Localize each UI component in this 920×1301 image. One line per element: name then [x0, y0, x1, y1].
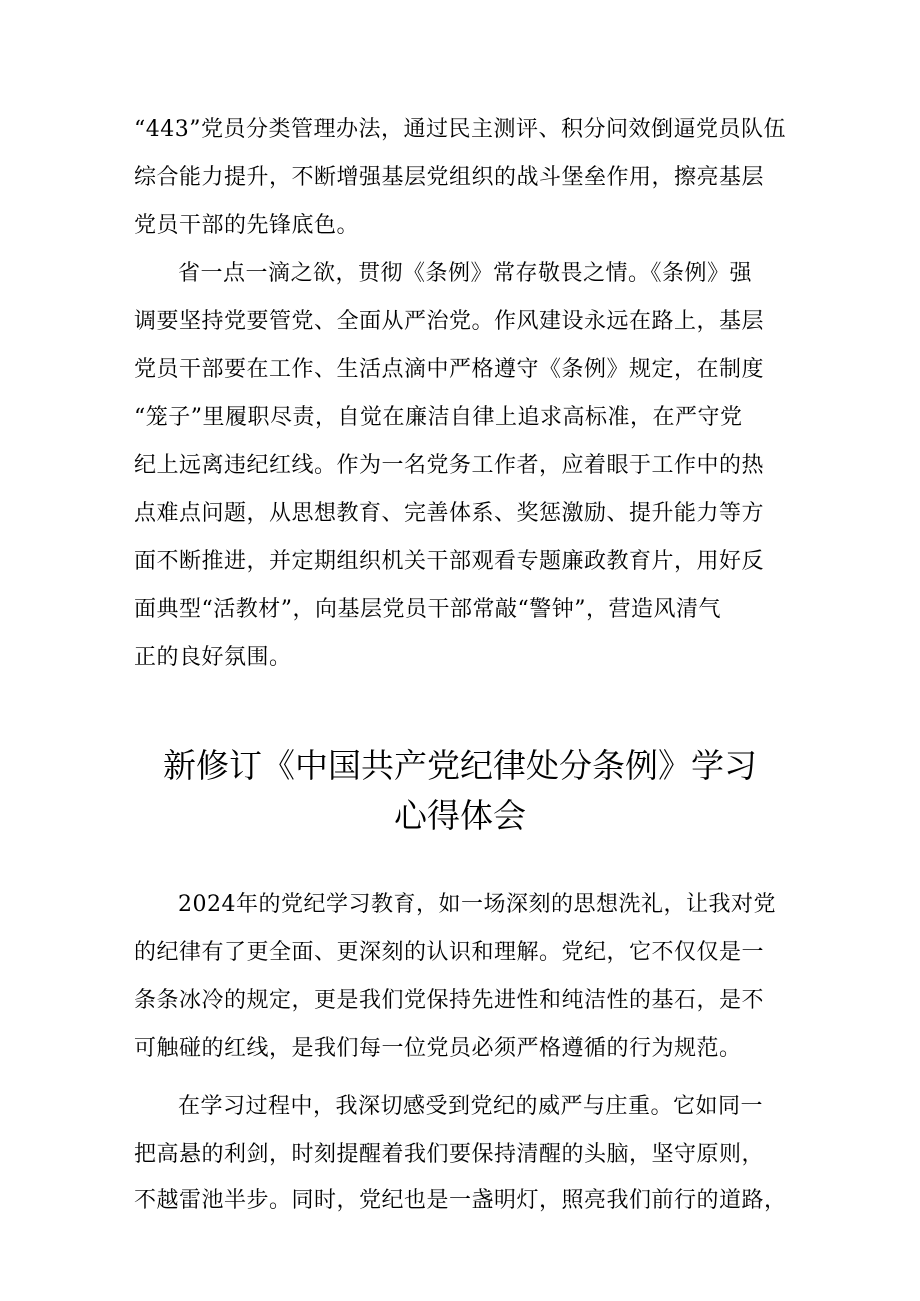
- page-title: 新修订《中国共产党纪律处分条例》学习: [163, 746, 757, 785]
- paragraph-line: 在学习过程中，我深切感受到党纪的威严与庄重。它如同一: [178, 1094, 764, 1119]
- paragraph-line: “443”党员分类管理办法，通过民主测评、积分问效倒逼党员队伍: [134, 117, 786, 142]
- paragraph-line: 党员干部要在工作、生活点滴中严格遵守《条例》规定，在制度: [134, 357, 765, 382]
- paragraph-line: 纪上远离违纪红线。作为一名党务工作者，应着眼于工作中的热: [134, 453, 765, 478]
- paragraph-line: 2024年的党纪学习教育，如一场深刻的思想洗礼，让我对党: [178, 892, 776, 917]
- paragraph-line: 面典型“活教材”，向基层党员干部常敲“警钟”，营造风清气: [134, 597, 721, 622]
- paragraph-line: 党员干部的先锋底色。: [134, 213, 360, 238]
- page-title-line2: 心得体会: [394, 796, 526, 835]
- paragraph-line: 面不断推进，并定期组织机关干部观看专题廉政教育片，用好反: [134, 549, 765, 574]
- paragraph-line: 条条冰冷的规定，更是我们党保持先进性和纯洁性的基石，是不: [134, 988, 765, 1013]
- paragraph-line: 综合能力提升，不断增强基层党组织的战斗堡垒作用，擦亮基层: [134, 165, 765, 190]
- paragraph-line: “笼子”里履职尽责，自觉在廉洁自律上追求高标准，在严守党: [134, 405, 743, 430]
- paragraph-line: 的纪律有了更全面、更深刻的认识和理解。党纪，它不仅仅是一: [134, 940, 765, 965]
- paragraph-line: 不越雷池半步。同时，党纪也是一盏明灯，照亮我们前行的道路，: [134, 1188, 787, 1213]
- paragraph-line: 正的良好氛围。: [134, 645, 292, 670]
- paragraph-line: 把高悬的利剑，时刻提醒着我们要保持清醒的头脑，坚守原则，: [134, 1142, 765, 1167]
- paragraph-line: 点难点问题，从思想教育、完善体系、奖惩激励、提升能力等方: [134, 501, 765, 526]
- paragraph-line: 可触碰的红线，是我们每一位党员必须严格遵循的行为规范。: [134, 1036, 742, 1061]
- paragraph-line: 省一点一滴之欲，贯彻《条例》常存敬畏之情。《条例》强: [178, 261, 753, 286]
- paragraph-line: 调要坚持党要管党、全面从严治党。作风建设永远在路上，基层: [134, 309, 765, 334]
